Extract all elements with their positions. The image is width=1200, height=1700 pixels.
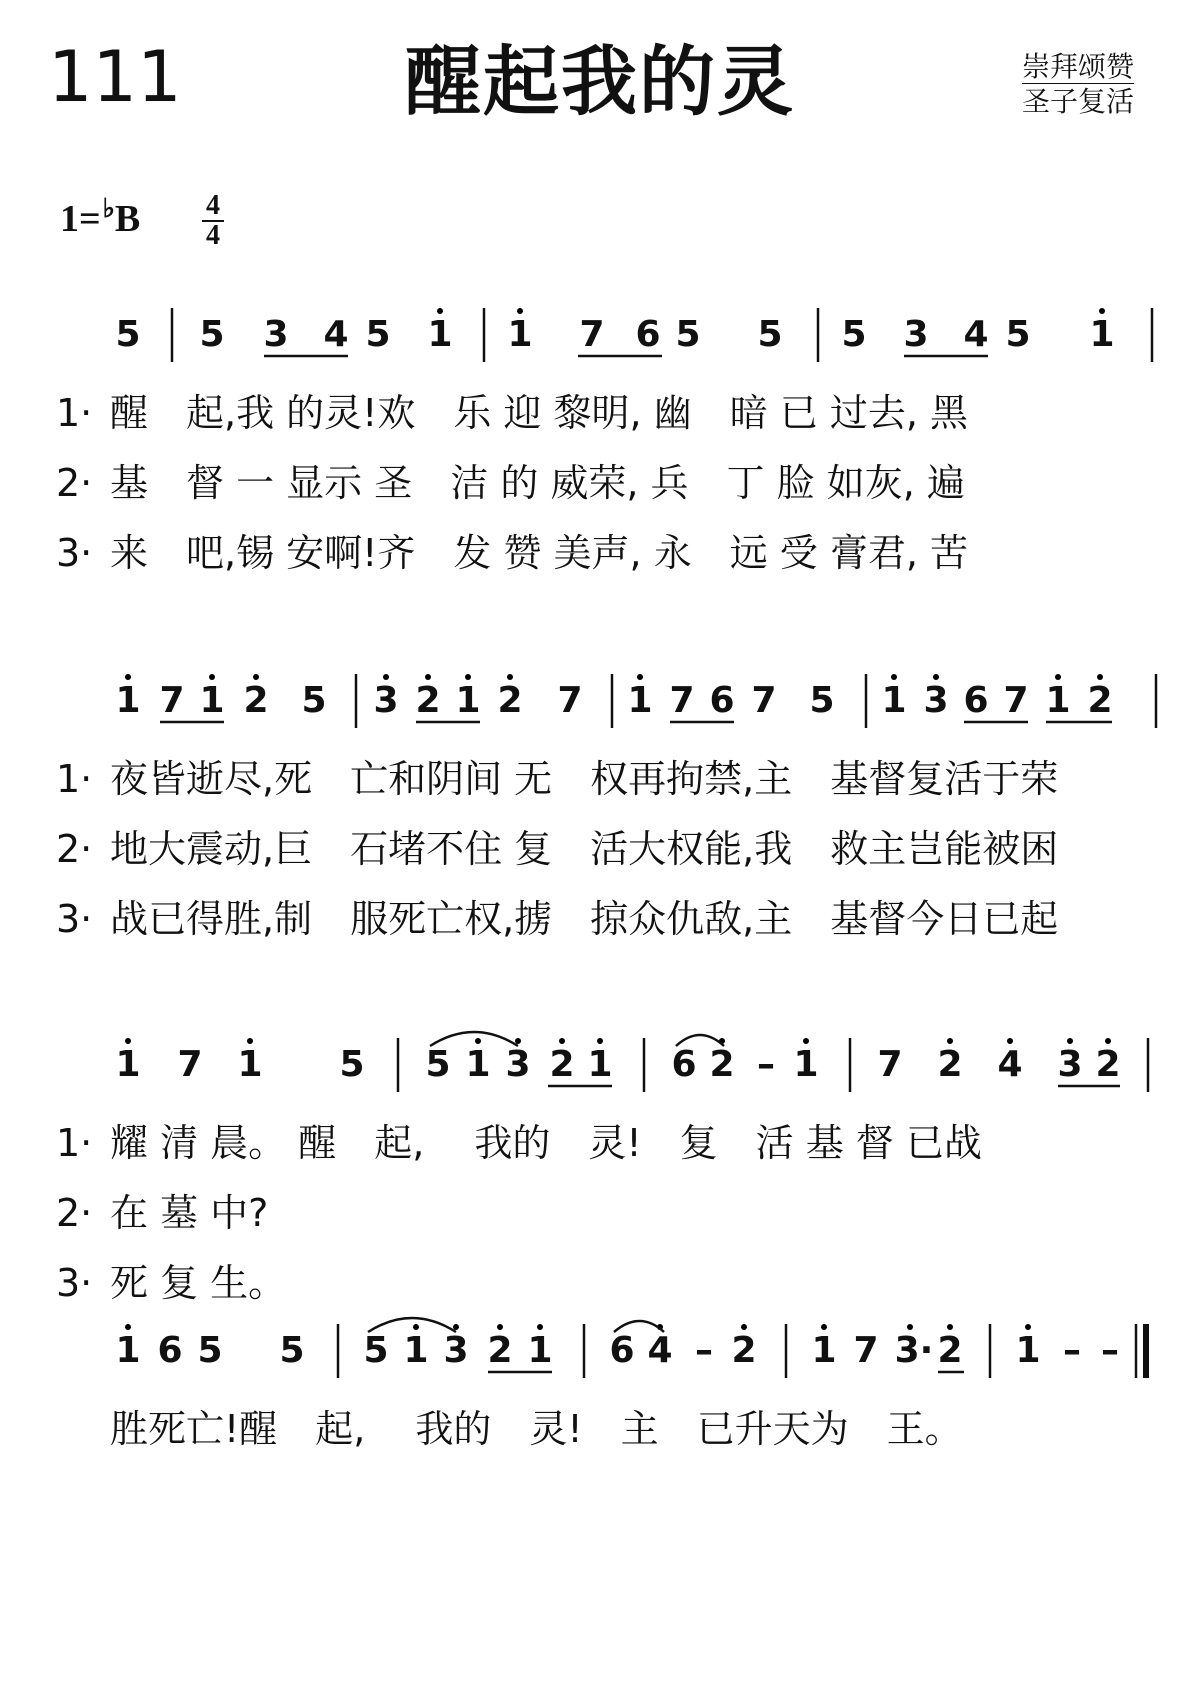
note: 5 bbox=[425, 1044, 451, 1085]
note: 7 bbox=[853, 1330, 879, 1371]
note: 5 bbox=[675, 314, 701, 355]
hymn-number: 111 bbox=[48, 36, 182, 118]
high-octave-dot bbox=[907, 1324, 913, 1330]
high-octave-dot bbox=[947, 1038, 953, 1044]
dash: – bbox=[1101, 1330, 1119, 1371]
verse-number: 2· bbox=[56, 827, 93, 871]
high-octave-dot bbox=[741, 1324, 747, 1330]
key-prefix: 1= bbox=[60, 198, 101, 240]
note: 2 bbox=[1087, 680, 1113, 721]
high-octave-dot bbox=[891, 674, 897, 680]
note: 2 bbox=[709, 1044, 735, 1085]
note: 7 bbox=[669, 680, 695, 721]
note: 3 bbox=[443, 1330, 469, 1371]
note: 2 bbox=[497, 680, 523, 721]
high-octave-dot bbox=[425, 674, 431, 680]
note: 1 bbox=[527, 1330, 553, 1371]
note: 6 bbox=[709, 680, 735, 721]
note: 1 bbox=[1015, 1330, 1041, 1371]
note: 7 bbox=[877, 1044, 903, 1085]
note: 2 bbox=[487, 1330, 513, 1371]
note: 1 bbox=[1045, 680, 1071, 721]
category-label: 崇拜颂赞 bbox=[1022, 50, 1135, 83]
note: 4 bbox=[647, 1330, 673, 1371]
note: 5 bbox=[1005, 314, 1031, 355]
high-octave-dot bbox=[933, 674, 939, 680]
high-octave-dot bbox=[125, 674, 131, 680]
note: 1 bbox=[587, 1044, 613, 1085]
note: 3 bbox=[373, 680, 399, 721]
high-octave-dot bbox=[1067, 1038, 1073, 1044]
note: 2 bbox=[415, 680, 441, 721]
high-octave-dot bbox=[413, 1324, 419, 1330]
high-octave-dot bbox=[125, 1324, 131, 1330]
lyrics-block-1 bbox=[56, 391, 969, 575]
high-octave-dot bbox=[383, 674, 389, 680]
high-octave-dot bbox=[507, 674, 513, 680]
note: 4 bbox=[997, 1044, 1023, 1085]
note: 5 bbox=[363, 1330, 389, 1371]
note: 1 bbox=[627, 680, 653, 721]
note: 6 bbox=[671, 1044, 697, 1085]
high-octave-dot bbox=[637, 674, 643, 680]
high-octave-dot bbox=[1099, 308, 1105, 314]
lyrics-block-3 bbox=[56, 1121, 982, 1305]
dash: – bbox=[757, 1044, 775, 1085]
note: 2 bbox=[549, 1044, 575, 1085]
note: 1 bbox=[237, 1044, 263, 1085]
high-octave-dot bbox=[247, 1038, 253, 1044]
high-octave-dot bbox=[437, 308, 443, 314]
note: 7 bbox=[177, 1044, 203, 1085]
note: 5 bbox=[301, 680, 327, 721]
flat-sign: ♭ bbox=[102, 194, 115, 223]
meter-denominator: 4 bbox=[206, 220, 220, 251]
note: 1 bbox=[465, 1044, 491, 1085]
note: 3 bbox=[263, 314, 289, 355]
note: 1 bbox=[455, 680, 481, 721]
high-octave-dot bbox=[1055, 674, 1061, 680]
key-note: B bbox=[114, 198, 141, 240]
lyric-line: 来 吧,锡 安啊!齐 发 赞 美声, 永 远 受 膏君, 苦 bbox=[110, 531, 969, 575]
note: 1 bbox=[403, 1330, 429, 1371]
note: 6 bbox=[609, 1330, 635, 1371]
lyrics-block-4 bbox=[110, 1407, 963, 1451]
dash: – bbox=[1063, 1330, 1081, 1371]
note: 5 bbox=[197, 1330, 223, 1371]
note: 1 bbox=[811, 1330, 837, 1371]
note: 3 bbox=[923, 680, 949, 721]
high-octave-dot bbox=[1007, 1038, 1013, 1044]
lyric-line: 地大震动,巨 石堵不住 复 活大权能,我 救主岂能被困 bbox=[110, 827, 1059, 871]
lyric-line: 战已得胜,制 服死亡权,掳 掠众仇敌,主 基督今日已起 bbox=[110, 897, 1059, 941]
lyric-line: 胜死亡!醒 起, 我的 灵! 主 已升天为 王。 bbox=[110, 1407, 963, 1451]
note: 2 bbox=[1095, 1044, 1121, 1085]
high-octave-dot bbox=[1097, 674, 1103, 680]
note: 1 bbox=[507, 314, 533, 355]
subcategory-label: 圣子复活 bbox=[1022, 85, 1135, 118]
note: 2 bbox=[937, 1330, 963, 1371]
note: 6 bbox=[963, 680, 989, 721]
note: 5 bbox=[809, 680, 835, 721]
note: 5 bbox=[339, 1044, 365, 1085]
hymn-title: 醒起我的灵 bbox=[405, 37, 795, 126]
high-octave-dot bbox=[1105, 1038, 1111, 1044]
verse-number: 3· bbox=[56, 897, 93, 941]
note: 7 bbox=[1003, 680, 1029, 721]
meter-numerator: 4 bbox=[202, 192, 224, 222]
high-octave-dot bbox=[597, 1038, 603, 1044]
note: 3 bbox=[903, 314, 929, 355]
high-octave-dot bbox=[209, 674, 215, 680]
note: 1 bbox=[1089, 314, 1115, 355]
note: 4 bbox=[963, 314, 989, 355]
lyric-line: 基 督 一 显示 圣 洁 的 威荣, 兵 丁 脸 如灰, 遍 bbox=[110, 461, 965, 505]
high-octave-dot bbox=[517, 308, 523, 314]
note: 6 bbox=[157, 1330, 183, 1371]
high-octave-dot bbox=[537, 1324, 543, 1330]
high-octave-dot bbox=[803, 1038, 809, 1044]
dash: – bbox=[695, 1330, 713, 1371]
verse-number: 2· bbox=[56, 461, 93, 505]
note: 7 bbox=[751, 680, 777, 721]
high-octave-dot bbox=[475, 1038, 481, 1044]
note: 7 bbox=[557, 680, 583, 721]
note: 5 bbox=[841, 314, 867, 355]
high-octave-dot bbox=[559, 1038, 565, 1044]
lyric-line: 耀 清 晨。 醒 起, 我的 灵! 复 活 基 督 已战 bbox=[110, 1121, 982, 1165]
note: 1 bbox=[115, 680, 141, 721]
note: 3 bbox=[505, 1044, 531, 1085]
music-line-3 bbox=[115, 1032, 1148, 1092]
music-line-2 bbox=[115, 674, 1156, 728]
high-octave-dot bbox=[821, 1324, 827, 1330]
lyric-line: 死 复 生。 bbox=[110, 1261, 287, 1305]
note: 5 bbox=[365, 314, 391, 355]
high-octave-dot bbox=[453, 1324, 459, 1330]
high-octave-dot bbox=[1025, 1324, 1031, 1330]
music-line-4 bbox=[115, 1318, 1146, 1378]
verse-number: 1· bbox=[56, 1121, 93, 1165]
note: 2 bbox=[937, 1044, 963, 1085]
high-octave-dot bbox=[497, 1324, 503, 1330]
note: 5 bbox=[757, 314, 783, 355]
verse-number: 1· bbox=[56, 757, 93, 801]
note: 3 bbox=[1057, 1044, 1083, 1085]
note: 6 bbox=[635, 314, 661, 355]
note: 4 bbox=[323, 314, 349, 355]
verse-number: 3· bbox=[56, 531, 93, 575]
note: 1 bbox=[881, 680, 907, 721]
lyric-line: 夜皆逝尽,死 亡和阴间 无 权再拘禁,主 基督复活于荣 bbox=[110, 757, 1059, 801]
high-octave-dot bbox=[253, 674, 259, 680]
note: 5 bbox=[115, 314, 141, 355]
high-octave-dot bbox=[125, 1038, 131, 1044]
lyrics-block-2 bbox=[56, 757, 1058, 941]
note: 2 bbox=[243, 680, 269, 721]
verse-number: 3· bbox=[56, 1261, 93, 1305]
verse-number: 1· bbox=[56, 391, 93, 435]
note: 3· bbox=[894, 1330, 934, 1371]
note: 1 bbox=[115, 1330, 141, 1371]
high-octave-dot bbox=[465, 674, 471, 680]
verse-number: 2· bbox=[56, 1191, 93, 1235]
note: 5 bbox=[199, 314, 225, 355]
lyric-line: 醒 起,我 的灵!欢 乐 迎 黎明, 幽 暗 已 过去, 黑 bbox=[110, 391, 969, 435]
lyric-line: 在 墓 中? bbox=[110, 1191, 269, 1235]
high-octave-dot bbox=[947, 1324, 953, 1330]
note: 1 bbox=[115, 1044, 141, 1085]
note: 5 bbox=[279, 1330, 305, 1371]
high-octave-dot bbox=[515, 1038, 521, 1044]
music-line-1 bbox=[115, 308, 1152, 362]
note: 2 bbox=[731, 1330, 757, 1371]
note: 7 bbox=[159, 680, 185, 721]
note: 1 bbox=[199, 680, 225, 721]
note: 1 bbox=[427, 314, 453, 355]
note: 1 bbox=[793, 1044, 819, 1085]
note: 7 bbox=[579, 314, 605, 355]
